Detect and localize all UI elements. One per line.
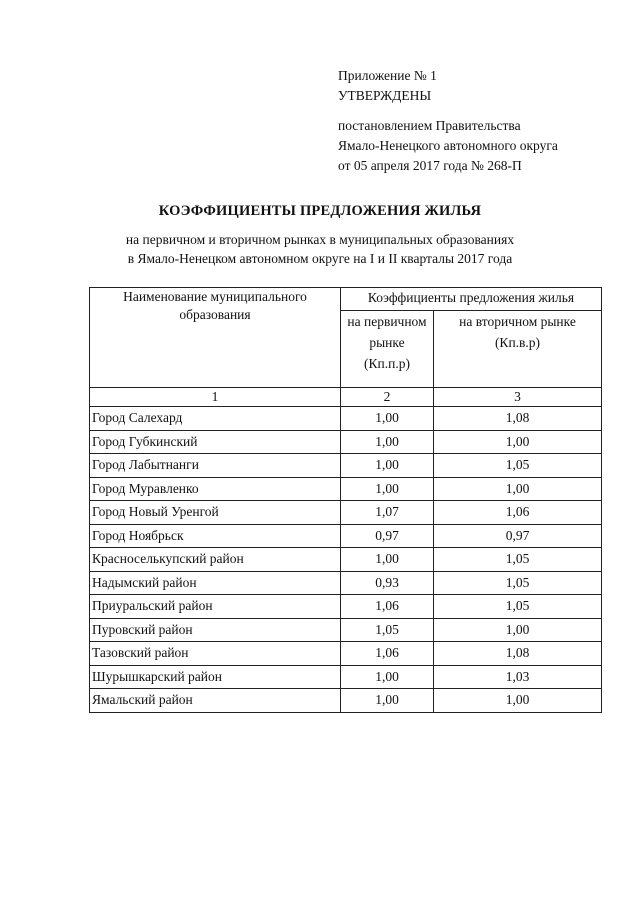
header-secondary-line-2: (Кп.в.р) xyxy=(494,335,541,350)
municipality-cell: Красноселькупский район xyxy=(90,548,341,572)
header-secondary-line-1: на вторичном рынке xyxy=(459,314,576,329)
primary-coefficient-cell: 1,00 xyxy=(341,689,434,713)
municipality-cell: Ямальский район xyxy=(90,689,341,713)
municipality-cell: Город Салехард xyxy=(90,407,341,431)
header-municipality-line-1: Наименование муниципального xyxy=(123,289,307,304)
decree-line-3: от 05 апреля 2017 года № 268-П xyxy=(338,158,522,173)
header-primary-line-3: (Кп.п.р) xyxy=(364,356,410,371)
document-title: КОЭФФИЦИЕНТЫ ПРЕДЛОЖЕНИЯ ЖИЛЬЯ xyxy=(158,203,482,219)
approval-gap xyxy=(338,106,628,116)
table-row xyxy=(90,665,602,689)
table-row xyxy=(90,501,602,525)
secondary-coefficient-cell: 1,05 xyxy=(434,595,602,619)
municipality-cell: Город Новый Уренгой xyxy=(90,501,341,525)
column-number: 1 xyxy=(90,388,341,407)
primary-coefficient-cell: 1,05 xyxy=(341,618,434,642)
secondary-coefficient-cell: 1,00 xyxy=(434,477,602,501)
header-coefficients: Коэффициенты предложения жилья xyxy=(341,288,602,311)
table-row xyxy=(90,407,602,431)
secondary-coefficient-cell: 0,97 xyxy=(434,524,602,548)
primary-coefficient-cell: 1,00 xyxy=(341,454,434,478)
header-primary-market xyxy=(341,311,434,388)
municipality-cell: Город Губкинский xyxy=(90,430,341,454)
primary-coefficient-cell: 0,97 xyxy=(341,524,434,548)
decree-line-1: постановлением Правительства xyxy=(338,118,521,133)
header-secondary-market xyxy=(434,311,602,388)
secondary-coefficient-cell: 1,00 xyxy=(434,430,602,454)
appendix-label: Приложение № 1 xyxy=(338,68,437,83)
table-row xyxy=(90,548,602,572)
secondary-coefficient-cell: 1,05 xyxy=(434,571,602,595)
primary-coefficient-cell: 1,07 xyxy=(341,501,434,525)
table-row xyxy=(90,618,602,642)
table-row xyxy=(90,430,602,454)
table-row xyxy=(90,477,602,501)
decree-line-2: Ямало-Ненецкого автономного округа xyxy=(338,138,558,153)
secondary-coefficient-cell: 1,06 xyxy=(434,501,602,525)
table-row xyxy=(90,595,602,619)
municipality-cell: Надымский район xyxy=(90,571,341,595)
header-municipality-line-2: образования xyxy=(179,307,251,322)
primary-coefficient-cell: 1,00 xyxy=(341,665,434,689)
primary-coefficient-cell: 1,00 xyxy=(341,548,434,572)
municipality-cell: Шурышкарский район xyxy=(90,665,341,689)
municipality-cell: Город Лабытнанги xyxy=(90,454,341,478)
column-number-row xyxy=(90,388,602,407)
approved-label: УТВЕРЖДЕНЫ xyxy=(338,88,432,103)
primary-coefficient-cell: 1,06 xyxy=(341,642,434,666)
header-primary-line-1: на первичном xyxy=(347,314,427,329)
coefficients-table xyxy=(89,287,602,713)
secondary-coefficient-cell: 1,00 xyxy=(434,689,602,713)
document-subtitle xyxy=(0,230,640,268)
secondary-coefficient-cell: 1,05 xyxy=(434,454,602,478)
subtitle-line-2: в Ямало-Ненецком автономном округе на I и II кварталы 2017 года xyxy=(127,251,513,266)
table-row xyxy=(90,571,602,595)
secondary-coefficient-cell: 1,03 xyxy=(434,665,602,689)
table-body xyxy=(90,407,602,713)
table-row xyxy=(90,689,602,713)
municipality-cell: Город Муравленко xyxy=(90,477,341,501)
primary-coefficient-cell: 1,00 xyxy=(341,477,434,501)
table-header-row xyxy=(90,288,602,311)
primary-coefficient-cell: 1,00 xyxy=(341,430,434,454)
secondary-coefficient-cell: 1,00 xyxy=(434,618,602,642)
municipality-cell: Город Ноябрьск xyxy=(90,524,341,548)
primary-coefficient-cell: 0,93 xyxy=(341,571,434,595)
municipality-cell: Пуровский район xyxy=(90,618,341,642)
table-row xyxy=(90,454,602,478)
table-row xyxy=(90,524,602,548)
primary-coefficient-cell: 1,06 xyxy=(341,595,434,619)
column-number: 2 xyxy=(341,388,434,407)
header-municipality xyxy=(90,288,341,388)
secondary-coefficient-cell: 1,08 xyxy=(434,407,602,431)
table-row xyxy=(90,642,602,666)
municipality-cell: Тазовский район xyxy=(90,642,341,666)
primary-coefficient-cell: 1,00 xyxy=(341,407,434,431)
secondary-coefficient-cell: 1,08 xyxy=(434,642,602,666)
approval-block xyxy=(338,66,628,176)
subtitle-line-1: на первичном и вторичном рынках в муниципальных образованиях xyxy=(125,232,515,247)
municipality-cell: Приуральский район xyxy=(90,595,341,619)
column-number: 3 xyxy=(434,388,602,407)
secondary-coefficient-cell: 1,05 xyxy=(434,548,602,572)
header-primary-line-2: рынке xyxy=(369,335,405,350)
